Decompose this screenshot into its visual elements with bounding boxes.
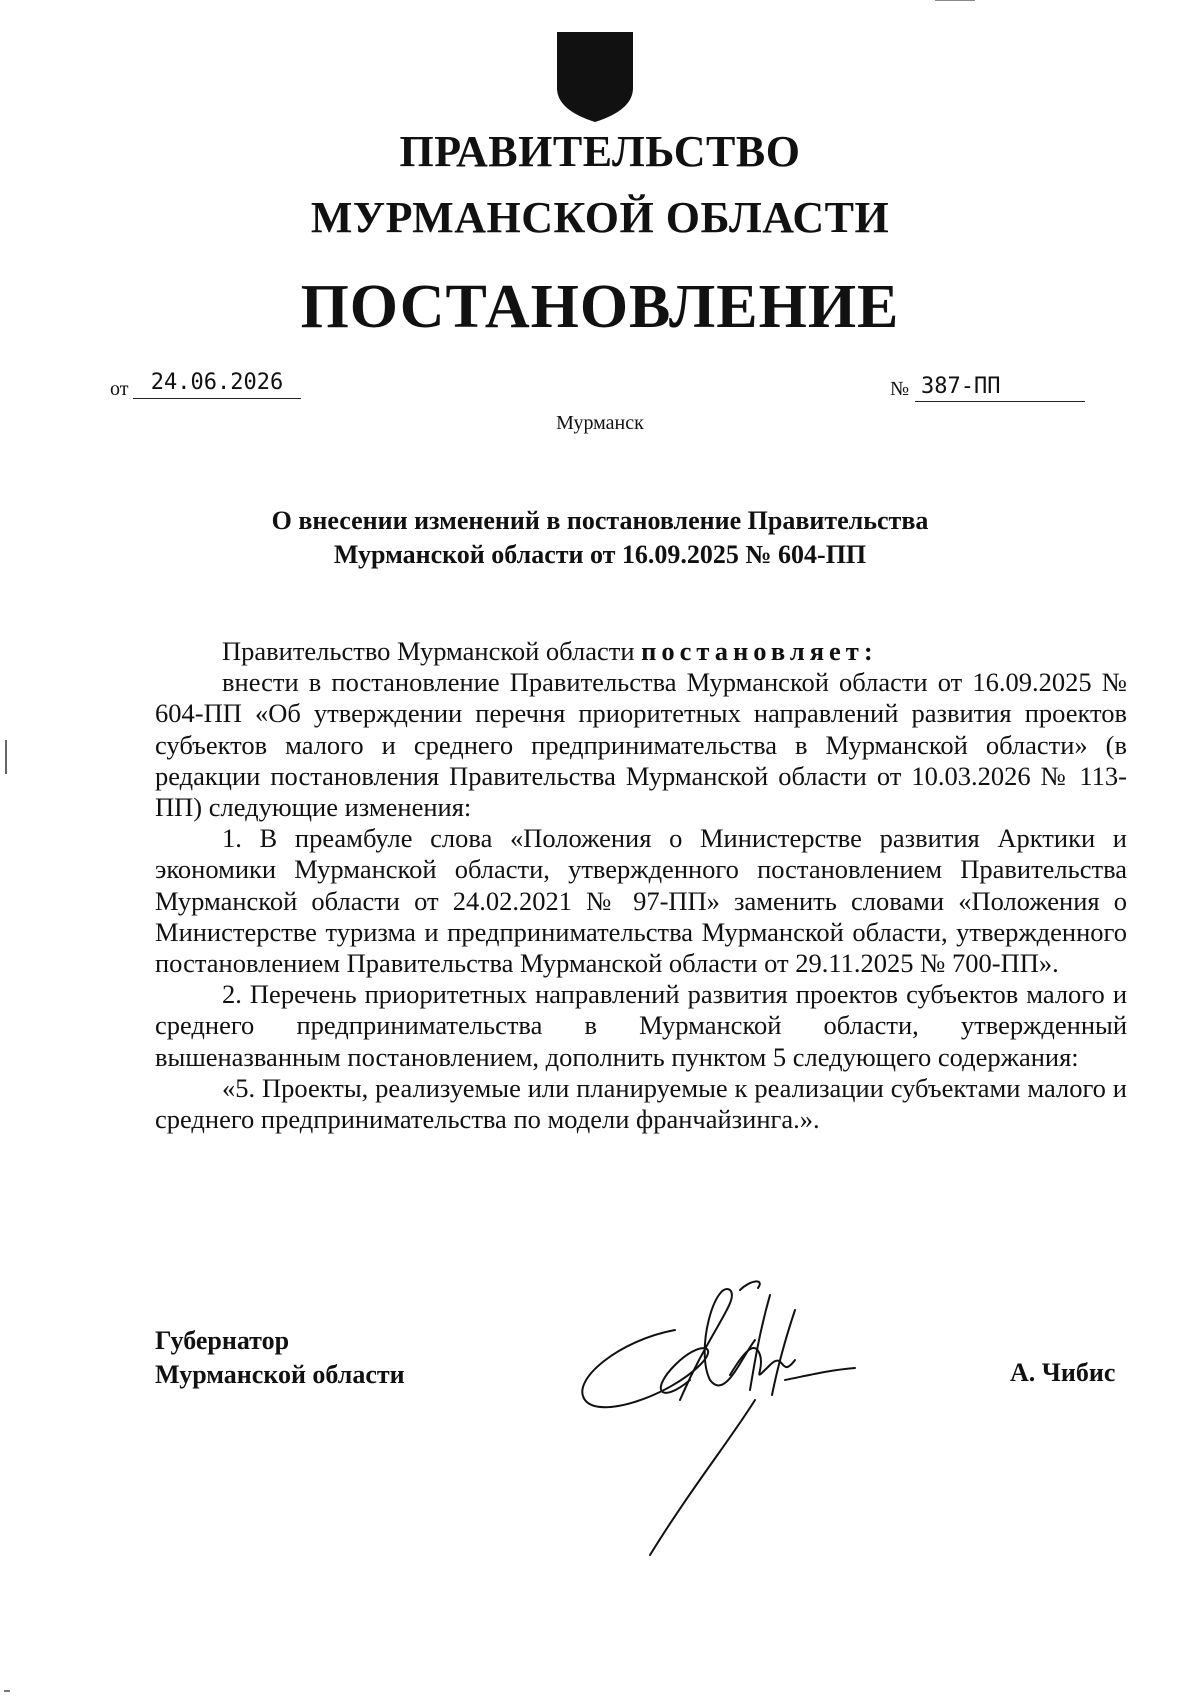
scan-mark-side	[5, 740, 7, 774]
document-type: ПОСТАНОВЛЕНИЕ	[300, 273, 900, 341]
document-date: 24.06.2026	[133, 368, 301, 399]
handwritten-signature-icon	[580, 1270, 860, 1570]
org-name-line1: ПРАВИТЕЛЬСТВО	[399, 127, 801, 176]
document-body	[155, 636, 1127, 1135]
signatory-name: А. Чибис	[1010, 1358, 1116, 1387]
subject-line2: Мурманской области от 16.09.2025 № 604-ПП	[333, 540, 867, 569]
date-label: от	[110, 378, 129, 400]
scan-mark-top	[935, 0, 975, 1]
paragraph-item-2: 2. Перечень приоритетных направлений развития проектов субъектов малого и среднего предпринимательства в Мурманской области, утвержденный вышеназванным постановлением, дополнить пунктом 5 следующего содержания:	[155, 979, 1127, 1072]
org-name-line2: МУРМАНСКОЙ ОБЛАСТИ	[310, 193, 890, 242]
resolves-text: Правительство Мурманской области	[222, 636, 642, 666]
coat-of-arms-icon	[555, 30, 635, 124]
subject-line1: О внесении изменений в постановление Правительства	[271, 506, 929, 535]
paragraph-resolves	[155, 636, 1127, 667]
resolves-keyword: постановляет:	[641, 636, 878, 666]
paragraph-item-5-quote: «5. Проекты, реализуемые или планируемые к реализации субъектами малого и среднего предпринимательства по модели франчайзинга.».	[155, 1072, 1127, 1135]
signatory-title-line1: Губернатор	[155, 1326, 290, 1355]
scan-mark-bottom	[4, 1690, 10, 1692]
number-label: №	[890, 378, 910, 400]
paragraph-amend: внести в постановление Правительства Мурманской области от 16.09.2025 № 604-ПП «Об утверждении перечня приоритетных направлений развития проектов субъектов малого и среднего предпринимательства в Мурманской области» (в редакции постановления Правительства Мурманской области от 10.03.2026 № 113-ПП) следующие изменения:	[155, 667, 1127, 823]
document-number: 387-ПП	[915, 372, 1085, 402]
city: Мурманск	[556, 412, 644, 434]
paragraph-item-1: 1. В преамбуле слова «Положения о Министерстве развития Арктики и экономики Мурманской области, утвержденного постановлением Правительства Мурманской области от 24.02.2021 № 97-ПП» заменить словами «Положения о Министерстве туризма и предпринимательства Мурманской области, утвержденного постановлением Правительства Мурманской области от 29.11.2025 № 700-ПП».	[155, 823, 1127, 979]
signatory-title-line2: Мурманской области	[155, 1360, 405, 1389]
document-subject	[0, 504, 1200, 572]
signatory-title	[155, 1324, 405, 1392]
